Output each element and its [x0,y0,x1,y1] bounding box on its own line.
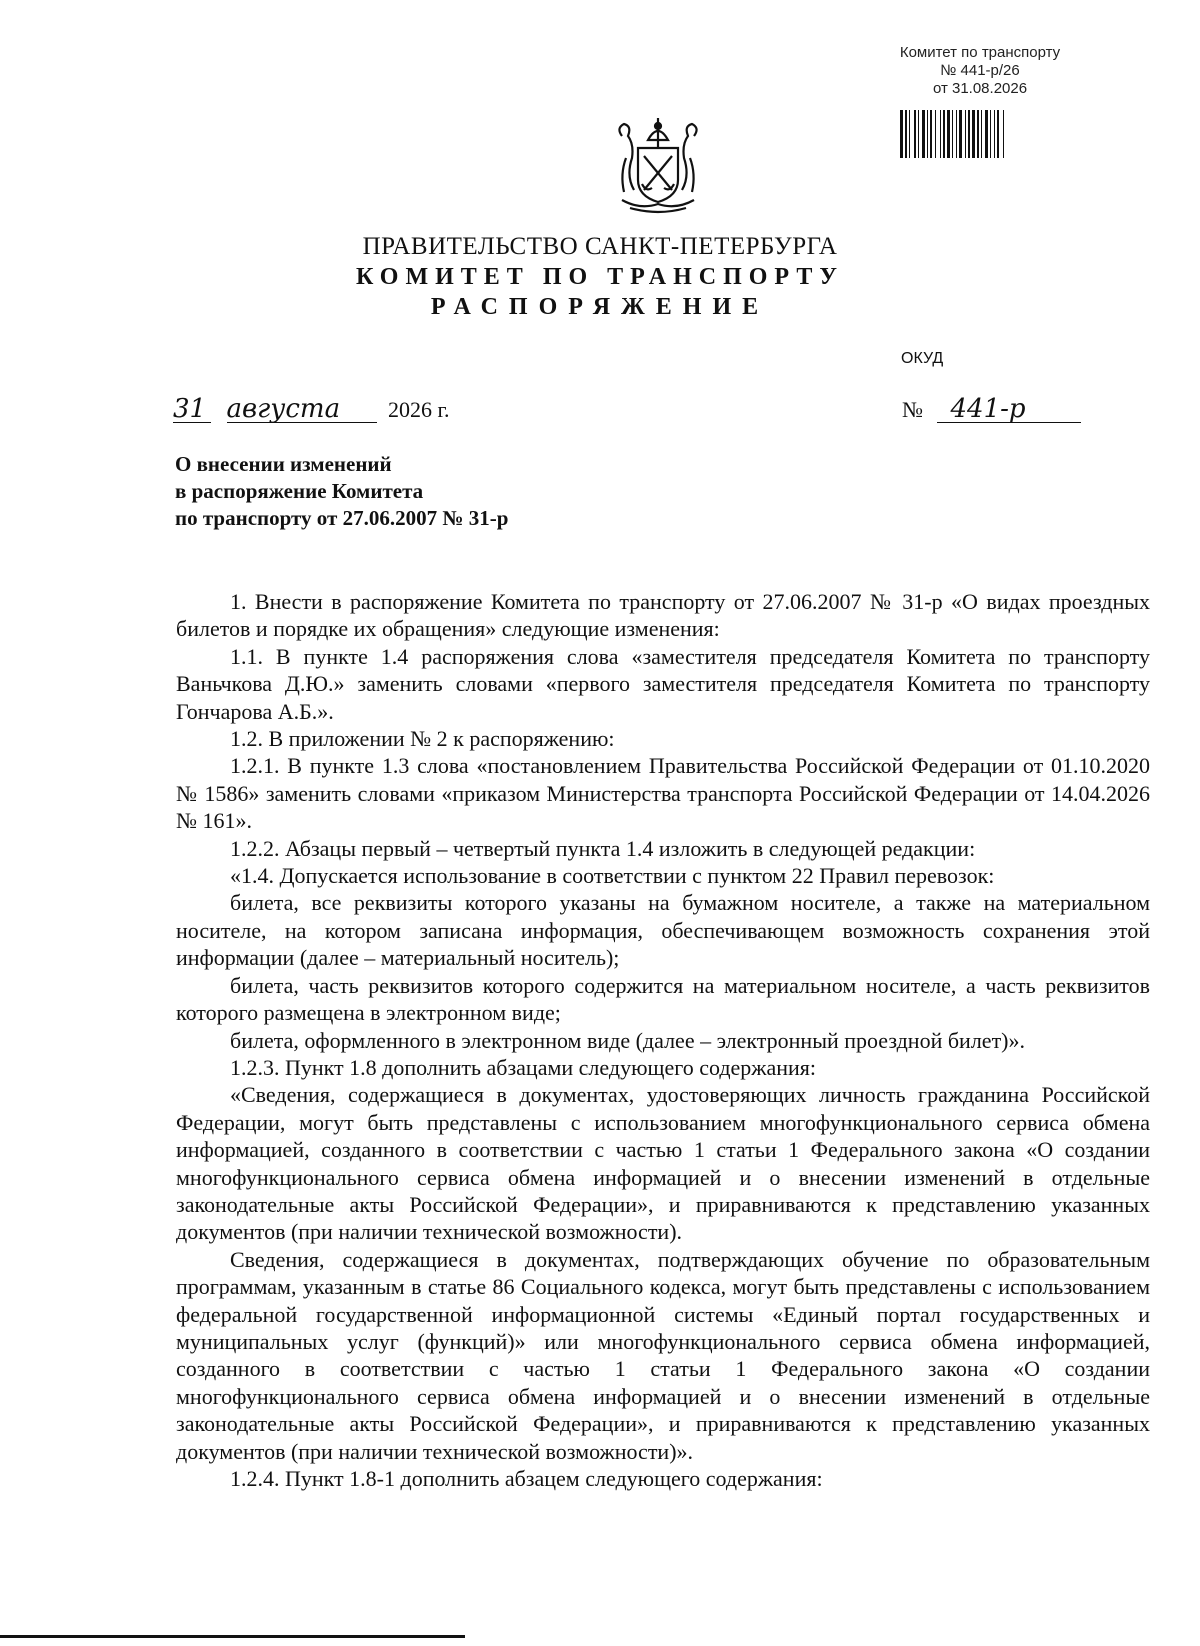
registration-stamp [868,44,1092,98]
stamp-line-number: № 441-р/26 [940,62,1020,79]
paragraph: «Сведения, содержащиеся в документах, удостоверяющих личность гражданина Российской Федерации, могут быть представлены с использованием многофункционального сервиса обмена информацией, созданного в соответствии с частью 1 статьи 1 Федерального закона «О создании многофункционального сервиса обмена информацией и о внесении изменений в отдельные законодательные акты Российской Федерации», и приравниваются к представлению указанных документов (при наличии технической возможности). [176,1082,1150,1245]
paragraph: билета, оформленного в электронном виде (далее – электронный проездной билет)». [230,1027,1026,1053]
paragraph: 1. Внести в распоряжение Комитета по транспорту от 27.06.2007 № 31-р «О видах проездных билетов и порядке их обращения» следующие изменения: [176,589,1150,642]
document-subject [175,451,675,532]
document-header [300,232,900,322]
paragraph: 1.2.1. В пункте 1.3 слова «постановлением Правительства Российской Федерации от 01.10.2020 № 1586» заменить словами «приказом Министерства транспорта Российской Федерации от 14.04.2026 № 161». [176,753,1150,834]
government-title: ПРАВИТЕЛЬСТВО САНКТ-ПЕТЕРБУРГА [362,233,838,260]
paragraph: «1.4. Допускается использование в соответствии с пунктом 22 Правил перевозок: [230,863,995,889]
document-number [902,396,1081,423]
date-year: 2026 г. [388,397,450,422]
document-date [173,396,450,423]
scan-edge-line [0,1635,465,1638]
paragraph: 1.2.2. Абзацы первый – четвертый пункта 1.4 изложить в следующей редакции: [230,835,976,861]
stamp-line-committee: Комитет по транспорту [899,44,1061,61]
stamp-line-date: от 31.08.2026 [932,80,1028,97]
subject-line: в распоряжение Комитета [175,479,424,503]
okud-label: ОКУД [901,350,944,367]
paragraph: 1.2.3. Пункт 1.8 дополнить абзацами следующего содержания: [230,1054,817,1080]
barcode-icon [900,110,1060,158]
document-body [176,588,1150,1492]
subject-line: О внесении изменений [175,452,392,476]
date-day: 31 [173,396,211,423]
coat-of-arms-icon [612,118,704,214]
paragraph: 1.1. В пункте 1.4 распоряжения слова «заместителя председателя Комитета по транспорту Ваньчкова Д.Ю.» заменить словами «первого заместителя председателя Комитета по транспорту Гончарова А.Б.». [176,643,1150,724]
number-label: № [902,397,923,422]
number-value: 441-р [937,396,1081,423]
paragraph: билета, все реквизиты которого указаны на бумажном носителе, а также на материальном носителе, на котором записана информация, обеспечивающем возможность сохранения этой информации (далее – материальный носитель); [176,890,1150,971]
document-type: РАСПОРЯЖЕНИЕ [430,294,770,320]
paragraph: Сведения, содержащиеся в документах, подтверждающих обучение по образовательным программам, указанным в статье 86 Социального кодекса, могут быть представлены с использованием федеральной государственной информационной системы «Единый портал государственных и муниципальных услуг (функций)» или многофункционального сервиса обмена информацией, созданного в соответствии с частью 1 статьи 1 Федерального закона «О создании многофункционального сервиса обмена информацией и о внесении изменений в отдельные законодательные акты Российской Федерации», и приравниваются к представлению указанных документов (при наличии технической возможности)». [176,1246,1150,1464]
paragraph: 1.2. В приложении № 2 к распоряжению: [230,726,615,752]
date-month: августа [227,396,377,423]
paragraph: билета, часть реквизитов которого содержится на материальном носителе, а часть реквизитов которого размещена в электронном виде; [176,972,1150,1026]
committee-title: КОМИТЕТ ПО ТРАНСПОРТУ [356,264,844,290]
paragraph: 1.2.4. Пункт 1.8-1 дополнить абзацем следующего содержания: [230,1466,823,1491]
subject-line: по транспорту от 27.06.2007 № 31-р [175,506,509,530]
